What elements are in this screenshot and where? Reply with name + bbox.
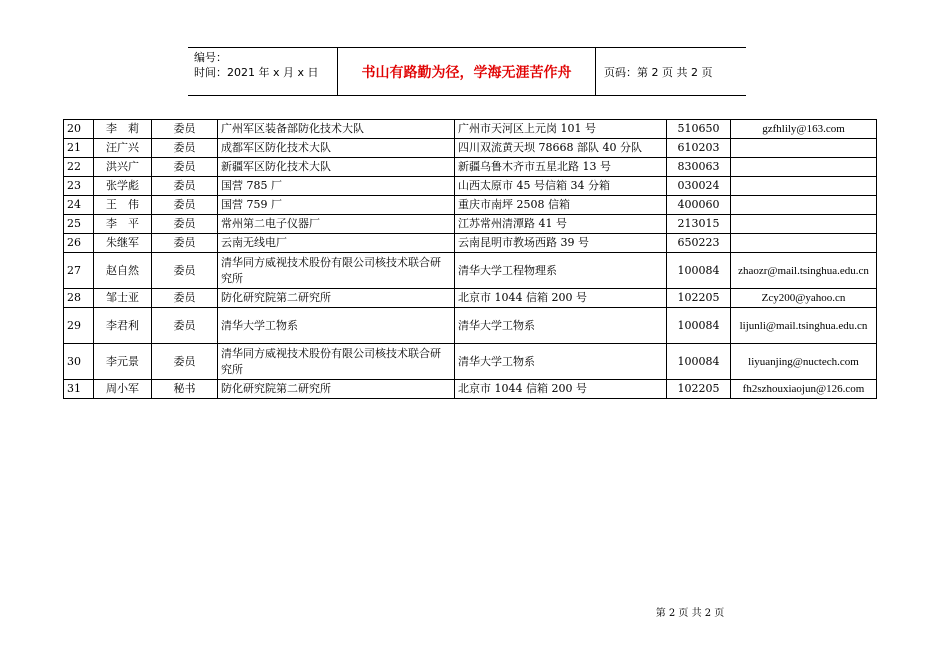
member-postcode: 102205 [667,289,731,308]
member-email: zhaozr@mail.tsinghua.edu.cn [731,253,877,289]
table-row [64,234,877,253]
member-postcode: 100084 [667,344,731,380]
member-postcode: 400060 [667,196,731,215]
member-organization: 广州军区装备部防化技术大队 [218,120,455,139]
member-organization: 常州第二电子仪器厂 [218,215,455,234]
member-name: 李 莉 [94,120,152,139]
member-email [731,234,877,253]
page-footer [0,604,950,619]
member-postcode: 102205 [667,380,731,399]
document-date: 时间：2021 年 x 月 x 日 [194,66,319,79]
member-email: fh2szhouxiaojun@126.com [731,380,877,399]
table-row [64,158,877,177]
member-email [731,215,877,234]
member-name: 张学彪 [94,177,152,196]
member-email: liyuanjing@nuctech.com [731,344,877,380]
member-address: 江苏常州清潭路 41 号 [455,215,667,234]
header-motto: 书山有路勤为径，学海无涯苦作舟 [337,48,596,95]
member-postcode: 650223 [667,234,731,253]
member-role: 委员 [152,120,218,139]
member-postcode: 830063 [667,158,731,177]
member-name: 邹士亚 [94,289,152,308]
member-name: 李君利 [94,308,152,344]
member-address: 重庆市南坪 2508 信箱 [455,196,667,215]
row-number: 24 [64,196,94,215]
member-name: 洪兴广 [94,158,152,177]
member-table-body [64,120,877,399]
member-email: lijunli@mail.tsinghua.edu.cn [731,308,877,344]
member-postcode: 610203 [667,139,731,158]
member-role: 委员 [152,158,218,177]
member-email [731,158,877,177]
member-organization: 防化研究院第二研究所 [218,289,455,308]
row-number: 30 [64,344,94,380]
member-address: 新疆乌鲁木齐市五星北路 13 号 [455,158,667,177]
member-table [63,119,877,399]
member-postcode: 510650 [667,120,731,139]
member-address: 北京市 1044 信箱 200 号 [455,380,667,399]
row-number: 26 [64,234,94,253]
member-role: 委员 [152,344,218,380]
member-email [731,139,877,158]
member-role: 秘书 [152,380,218,399]
member-address: 四川双流黄天坝 78668 部队 40 分队 [455,139,667,158]
member-address: 清华大学工程物理系 [455,253,667,289]
table-row [64,289,877,308]
member-organization: 新疆军区防化技术大队 [218,158,455,177]
member-postcode: 100084 [667,253,731,289]
page-header [188,47,746,96]
table-row [64,308,877,344]
member-name: 汪广兴 [94,139,152,158]
member-email: Zcy200@yahoo.cn [731,289,877,308]
member-postcode: 030024 [667,177,731,196]
member-address: 山西太原市 45 号信箱 34 分箱 [455,177,667,196]
table-row [64,380,877,399]
table-row [64,344,877,380]
member-role: 委员 [152,234,218,253]
table-row [64,215,877,234]
member-name: 周小军 [94,380,152,399]
member-address: 云南昆明市教场西路 39 号 [455,234,667,253]
member-organization: 清华大学工物系 [218,308,455,344]
member-role: 委员 [152,215,218,234]
member-organization: 清华同方威视技术股份有限公司核技术联合研究所 [218,253,455,289]
member-role: 委员 [152,289,218,308]
row-number: 22 [64,158,94,177]
member-postcode: 213015 [667,215,731,234]
table-row [64,139,877,158]
member-role: 委员 [152,139,218,158]
member-name: 李元景 [94,344,152,380]
member-role: 委员 [152,196,218,215]
row-number: 29 [64,308,94,344]
member-postcode: 100084 [667,308,731,344]
member-organization: 国营 785 厂 [218,177,455,196]
row-number: 20 [64,120,94,139]
table-row [64,253,877,289]
row-number: 28 [64,289,94,308]
row-number: 23 [64,177,94,196]
member-address: 北京市 1044 信箱 200 号 [455,289,667,308]
row-number: 25 [64,215,94,234]
member-address: 清华大学工物系 [455,344,667,380]
header-meta [188,48,337,95]
row-number: 27 [64,253,94,289]
header-page-info: 页码：第 2 页 共 2 页 [604,65,713,79]
member-name: 王 伟 [94,196,152,215]
member-email [731,177,877,196]
member-role: 委员 [152,177,218,196]
member-name: 赵自然 [94,253,152,289]
member-name: 朱继军 [94,234,152,253]
member-organization: 云南无线电厂 [218,234,455,253]
row-number: 21 [64,139,94,158]
footer-page-number: 第 2 页 共 2 页 [655,608,725,619]
document-number-label: 编号： [194,51,227,64]
member-email: gzfhlily@163.com [731,120,877,139]
member-organization: 清华同方威视技术股份有限公司核技术联合研究所 [218,344,455,380]
member-role: 委员 [152,253,218,289]
table-row [64,120,877,139]
member-organization: 成都军区防化技术大队 [218,139,455,158]
member-email [731,196,877,215]
row-number: 31 [64,380,94,399]
member-name: 李 平 [94,215,152,234]
table-row [64,196,877,215]
member-address: 广州市天河区上元岗 101 号 [455,120,667,139]
member-organization: 国营 759 厂 [218,196,455,215]
table-row [64,177,877,196]
member-organization: 防化研究院第二研究所 [218,380,455,399]
member-address: 清华大学工物系 [455,308,667,344]
member-role: 委员 [152,308,218,344]
